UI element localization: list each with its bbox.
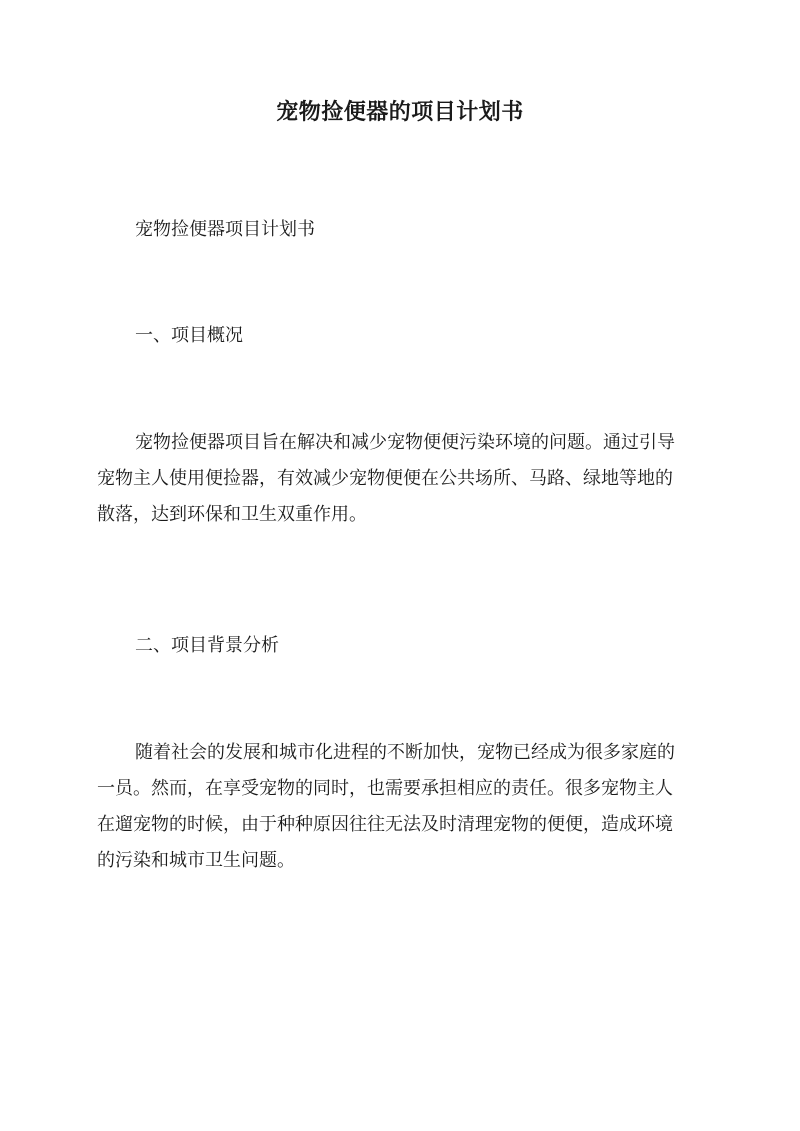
paragraph-line: 随着社会的发展和城市化进程的不断加快，宠物已经成为很多家庭的 [135, 742, 675, 763]
paragraph-line: 宠物捡便器项目旨在解决和减少宠物便便污染环境的问题。通过引导 [135, 432, 675, 453]
section-heading-background: 二、项目背景分析 [135, 635, 279, 656]
section-paragraph-background [97, 735, 717, 879]
paragraph-line: 散落，达到环保和卫生双重作用。 [97, 504, 367, 525]
section-paragraph-overview [97, 425, 717, 533]
paragraph-line: 一员。然而，在享受宠物的同时，也需要承担相应的责任。很多宠物主人 [97, 778, 673, 799]
document-title: 宠物捡便器的项目计划书 [276, 99, 524, 125]
document-subtitle: 宠物捡便器项目计划书 [135, 219, 315, 240]
paragraph-line: 在遛宠物的时候，由于种种原因往往无法及时清理宠物的便便，造成环境 [97, 814, 673, 835]
paragraph-line: 的污染和城市卫生问题。 [97, 850, 295, 871]
paragraph-line: 宠物主人使用便捡器，有效减少宠物便便在公共场所、马路、绿地等地的 [97, 468, 673, 489]
section-heading-overview: 一、项目概况 [135, 325, 243, 346]
